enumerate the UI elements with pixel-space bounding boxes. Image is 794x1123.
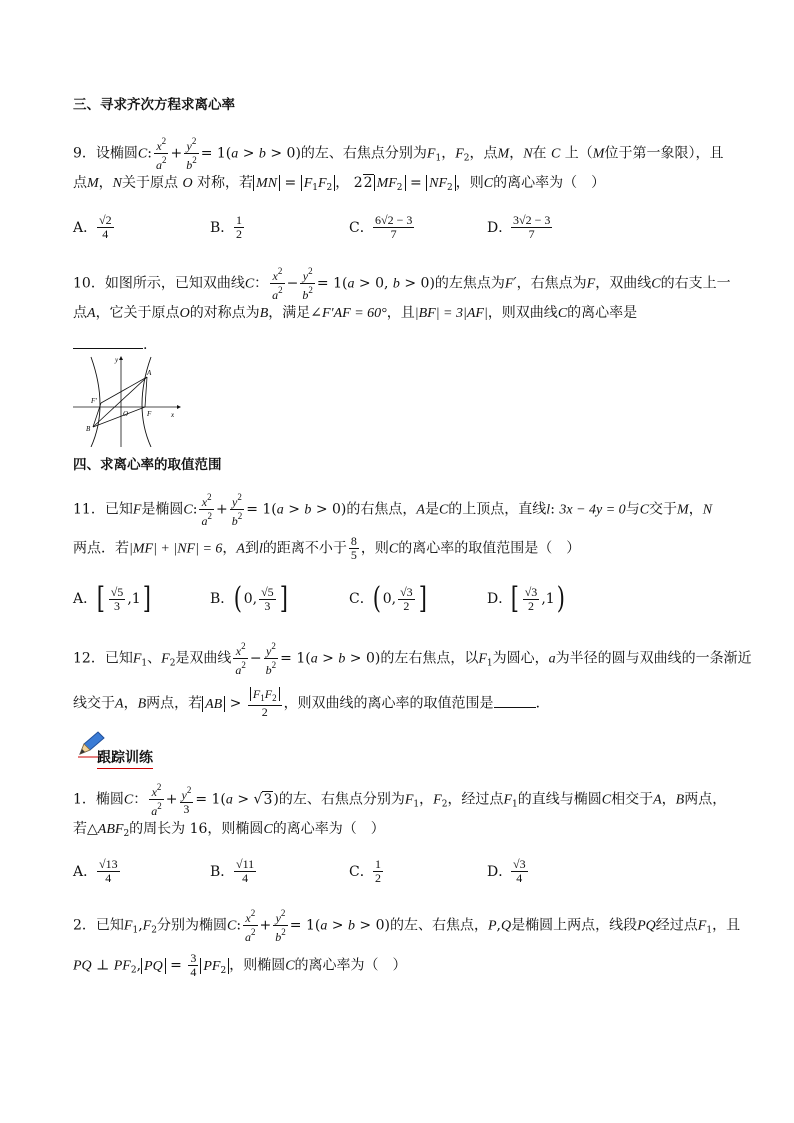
option-label: B． (210, 219, 235, 236)
segment-bf (93, 407, 145, 427)
text: 已知 (104, 501, 133, 518)
option-a[interactable] (73, 858, 122, 885)
option-label: A． (73, 591, 98, 607)
training-1-line-2: 若$\triangle ABF_2$的周长为 16，则椭圆C的离心率为（ ） (73, 821, 385, 839)
interval-end: ,1 (127, 591, 141, 607)
text: ，则双曲线的离心率的取值范围是 (283, 695, 494, 712)
training-2-line-1: 2．已知$F_1,F_2$分别为椭圆C: $\frac{x^2}{a^2}$ + $\frac{y^2}{b^2}$ = 1(a > b > 0)的左、右焦点，P,Q是椭圆上两点，线段PQ经过点$F_1$，且 (73, 908, 741, 944)
text: 的离心率为（ ） (294, 957, 407, 974)
text: 的距离不小于 (262, 540, 347, 557)
text: 是椭圆 (141, 501, 184, 518)
text: 对称，若 (197, 175, 254, 191)
numerator: √3 (513, 857, 526, 871)
text: 的离心率的取值范围是（ ） (398, 540, 581, 557)
text: ， (222, 540, 237, 557)
numerator: √2 (99, 213, 112, 227)
text: 如图所示，已知双曲线 (104, 275, 245, 292)
fraction: $\frac{3}{4}$ (190, 951, 197, 979)
label-b: B (86, 425, 91, 433)
interval-start: 0, (243, 591, 258, 607)
numerator: 1 (236, 213, 242, 227)
label-a: A (147, 369, 152, 377)
right-bracket: ] (142, 581, 151, 616)
text: ，双曲线 (595, 275, 652, 292)
text: 的左、右焦点， (389, 917, 488, 934)
question-11-line-2: 两点．若|MF| + |NF| = 6，A到l的距离不小于 $\frac{8}{5}$ ，则C的离心率的取值范围是（ ） (73, 534, 581, 562)
option-a[interactable] (73, 581, 152, 616)
option-d[interactable] (487, 581, 566, 616)
denominator: 7 (528, 227, 535, 241)
text: 两点．若 (73, 540, 129, 557)
option-label: B． (210, 591, 235, 607)
text: 位于第一象限），且 (604, 145, 724, 162)
text: 上（ (564, 145, 593, 162)
fraction: $\frac{y^2}{b^2}$ (302, 266, 313, 302)
text: 为圆心， (492, 650, 549, 667)
denominator: 3 (264, 598, 271, 613)
text: ，则双曲线 (487, 305, 558, 321)
fraction (373, 214, 414, 241)
question-number: 11． (73, 501, 105, 518)
fraction: $\frac{x^2}{a^2}$ (235, 641, 246, 677)
text: 关于原点 (122, 175, 179, 191)
question-10-line-1: 10．如图所示，已知双曲线C： $\frac{x^2}{a^2}$ − $\frac{y^2}{b^2}$ = 1(a > 0, b > 0)的左焦点为F′，右焦点为F，双曲线C的右支上一 (73, 266, 731, 302)
fraction (97, 858, 120, 885)
numerator: 3√2 − 3 (513, 213, 551, 227)
numerator: 6√2 − 3 (375, 213, 413, 227)
text: ，右焦点为 (516, 275, 587, 292)
text: 设椭圆 (95, 145, 138, 162)
right-bracket: ) (556, 581, 565, 616)
fraction: $\frac{y^2}{b^2}$ (275, 908, 286, 944)
denominator: 2 (236, 227, 242, 241)
text: 是 (424, 501, 439, 518)
text: 经过点 (655, 917, 698, 934)
denominator: 2 (528, 598, 535, 613)
text: 分别为椭圆 (156, 917, 227, 934)
hyperbola-figure (73, 355, 183, 447)
right-bracket: ] (418, 581, 427, 616)
numerator: √3 (524, 584, 538, 599)
text: 与 (625, 501, 640, 518)
fraction (523, 586, 540, 613)
fraction (234, 858, 256, 885)
left-bracket: [ (96, 581, 105, 616)
interval-end: ,1 (541, 591, 555, 607)
denominator: 2 (403, 598, 410, 613)
text: ，满足 (268, 305, 311, 321)
option-b[interactable] (210, 858, 258, 885)
fraction (511, 858, 528, 885)
denominator: 4 (242, 871, 249, 885)
question-10-line-2: 点A，它关于原点O的对称点为B，满足∠F′AF = 60°，且|BF| = 3|AF|，则双曲线C的离心率是 (73, 305, 638, 321)
option-label: D． (487, 863, 513, 880)
text: ，则 (360, 540, 389, 557)
distance-condition: |BF| = 3|AF| (414, 306, 488, 321)
section-heading: 三、寻求齐次方程求离心率 (73, 97, 235, 113)
label-y: y (115, 356, 119, 364)
text: 的左、右焦点分别为 (300, 145, 427, 162)
text: 是椭圆上两点，线段 (511, 917, 638, 934)
fraction: $\frac{x^2}{a^2}$ (272, 266, 283, 302)
x-axis-arrow (177, 405, 181, 409)
denominator: 4 (516, 871, 523, 885)
interval-start: 0, (382, 591, 397, 607)
y-axis-arrow (119, 356, 123, 360)
fraction: $\frac{F_1F_2}{2}$ (248, 688, 282, 719)
fraction (234, 214, 244, 241)
question-12-line-2: 线交于A，B两点，若 AB > $\frac{F_1F_2}{2}$ ，则双曲线的离心率的取值范围是 ． (73, 687, 550, 719)
text: 的上顶点，直线 (448, 501, 547, 518)
question-12-line-1: 12．已知$F_1$、$F_2$是双曲线 $\frac{x^2}{a^2}$ − $\frac{y^2}{b^2}$ = 1(a > b > 0)的左右焦点，以$F_1$为圆心，a为半径的圆与双曲线的一条渐近 (73, 641, 752, 677)
text: 椭圆 (95, 791, 124, 808)
text: 点 (73, 305, 87, 321)
text: ，则 (455, 175, 484, 191)
numerator: √5 (110, 584, 124, 599)
text: 到 (244, 540, 259, 557)
denominator: 7 (390, 227, 397, 241)
text: 相交于 (611, 791, 654, 808)
question-11-line-1: 11．已知F是椭圆C: $\frac{x^2}{a^2}$ + $\frac{y^2}{b^2}$ = 1(a > b > 0)的右焦点，A是C的上顶点，直线l: 3x − 4y = 0与C交于M，N (73, 492, 713, 528)
left-bracket: [ (510, 581, 519, 616)
training-1-line-1: 1．椭圆C： $\frac{x^2}{a^2}$ + $\frac{y^2}{3}$ = 1(a > √3)的左、右焦点分别为$F_1$，$F_2$，经过点$F_1$的直线与椭圆C相交于A，B两点， (73, 782, 727, 818)
text: 点 (73, 175, 87, 191)
option-label: B． (210, 863, 235, 880)
section-title: 跟踪训练 (97, 747, 153, 769)
text: ． (535, 695, 550, 712)
text: ，它关于原点 (95, 305, 180, 321)
option-a[interactable] (73, 214, 116, 241)
option-label: C． (349, 863, 374, 880)
question-number: 10． (73, 275, 105, 292)
text: 在 (532, 145, 547, 162)
denominator: 2 (375, 871, 381, 885)
numerator: 1 (375, 857, 381, 871)
fraction: $\frac{x^2}{a^2}$ (245, 908, 256, 944)
numerator: √5 (261, 584, 274, 599)
fraction: $\frac{y^2}{3}$ (181, 784, 192, 816)
text: 是双曲线 (175, 650, 232, 667)
section-heading: 四、求离心率的取值范围 (73, 457, 222, 473)
fraction: $\frac{y^2}{b^2}$ (265, 641, 277, 677)
text: 为半径的圆与双曲线的一条渐近 (555, 650, 752, 667)
fraction (511, 214, 552, 241)
fraction: $\frac{x^2}{a^2}$ (155, 136, 167, 172)
line-equation: 3x − 4y = 0 (559, 502, 626, 518)
text: 的左、右焦点分别为 (278, 791, 405, 808)
text: 的离心率为（ ） (493, 175, 606, 191)
question-9-line-1: 9．设椭圆C: $\frac{x^2}{a^2}$ + $\frac{y^2}{b^2}$ = 1(a > b > 0)的左、右焦点分别为$F_1$，$F_2$，点M，N在 C 上（M位于第一象限），且 (73, 136, 724, 172)
denominator: 3 (114, 598, 121, 613)
text: 的右支上一 (660, 275, 731, 292)
option-label: D． (487, 591, 513, 607)
option-b[interactable] (210, 581, 289, 616)
label-f1: F′ (91, 397, 97, 405)
fraction (109, 586, 126, 613)
label-o: O (123, 410, 129, 418)
text: 的左焦点为 (434, 275, 505, 292)
numerator: √13 (99, 857, 118, 871)
numerator: √3 (400, 584, 413, 599)
text: 若 (73, 821, 87, 837)
question-number: 9． (73, 145, 96, 162)
question-9-line-2: 点M，N关于原点 O 对称，若 MN = $F_1F_2$ ， 22 $MF_2 = NF_2$ ，则C的离心率为（ ） (73, 175, 606, 193)
segment-ab (93, 377, 147, 427)
text: 交于 (649, 501, 678, 518)
option-d[interactable] (487, 214, 554, 241)
fraction: $\frac{8}{5}$ (350, 534, 357, 562)
training-2-line-2: PQ ⊥ $PF_2$, PQ = $\frac{3}{4}$ $PF_2$ ，则椭圆C的离心率为（ ） (73, 951, 407, 979)
text: 两点，若 (146, 695, 203, 712)
text: 的离心率为（ ） (272, 821, 385, 837)
text: 已知 (95, 917, 124, 934)
fraction: $\frac{x^2}{a^2}$ (201, 492, 212, 528)
option-c[interactable] (349, 214, 416, 241)
label-f: F (147, 410, 152, 418)
option-c[interactable] (349, 581, 428, 616)
answer-blank-line: . (73, 335, 147, 355)
left-bracket: ( (372, 581, 381, 616)
text: 线交于 (73, 695, 115, 712)
option-c[interactable] (349, 858, 385, 885)
fraction (398, 586, 415, 613)
text: 的对称点为 (189, 305, 260, 321)
denominator: 4 (102, 227, 109, 241)
text: ，且 (712, 917, 741, 934)
fraction: $\frac{x^2}{a^2}$ (151, 782, 162, 818)
answer-blank[interactable] (73, 348, 143, 349)
text: 的周长为 16，则椭圆 (129, 821, 264, 837)
text: ，且 (386, 305, 415, 321)
option-label: D． (487, 219, 513, 236)
option-label: C． (349, 219, 374, 236)
label-x: x (171, 411, 175, 419)
option-b[interactable] (210, 214, 246, 241)
fraction (259, 586, 276, 613)
text: ，经过点 (447, 791, 504, 808)
option-label: C． (349, 591, 374, 607)
numerator: √11 (236, 857, 255, 871)
fraction: $\frac{y^2}{b^2}$ (186, 136, 197, 172)
fraction (97, 214, 114, 241)
question-number: 1． (73, 791, 96, 808)
option-d[interactable] (487, 858, 530, 885)
option-label: A． (73, 219, 98, 236)
text: ，点 (469, 145, 498, 162)
text: 已知 (104, 650, 133, 667)
right-bracket: ] (279, 581, 288, 616)
text: 的离心率是 (567, 305, 638, 321)
question-number: 12． (73, 650, 105, 667)
denominator: 4 (105, 871, 112, 885)
answer-blank[interactable] (494, 707, 536, 708)
segment-af1 (101, 377, 147, 403)
fraction (373, 858, 383, 885)
angle-condition: ∠F′AF = 60° (310, 306, 387, 321)
question-number: 2． (73, 917, 96, 934)
left-bracket: ( (233, 581, 242, 616)
text: 的左右焦点，以 (380, 650, 479, 667)
text: 的右焦点， (346, 501, 417, 518)
fraction: $\frac{y^2}{b^2}$ (231, 492, 243, 528)
option-label: A． (73, 863, 98, 880)
text: 两点， (684, 791, 727, 808)
text: ，则椭圆 (229, 957, 286, 974)
text: 的直线与椭圆 (517, 791, 602, 808)
sum-condition: |MF| + |NF| = 6 (129, 541, 223, 557)
segment-af (145, 377, 147, 407)
